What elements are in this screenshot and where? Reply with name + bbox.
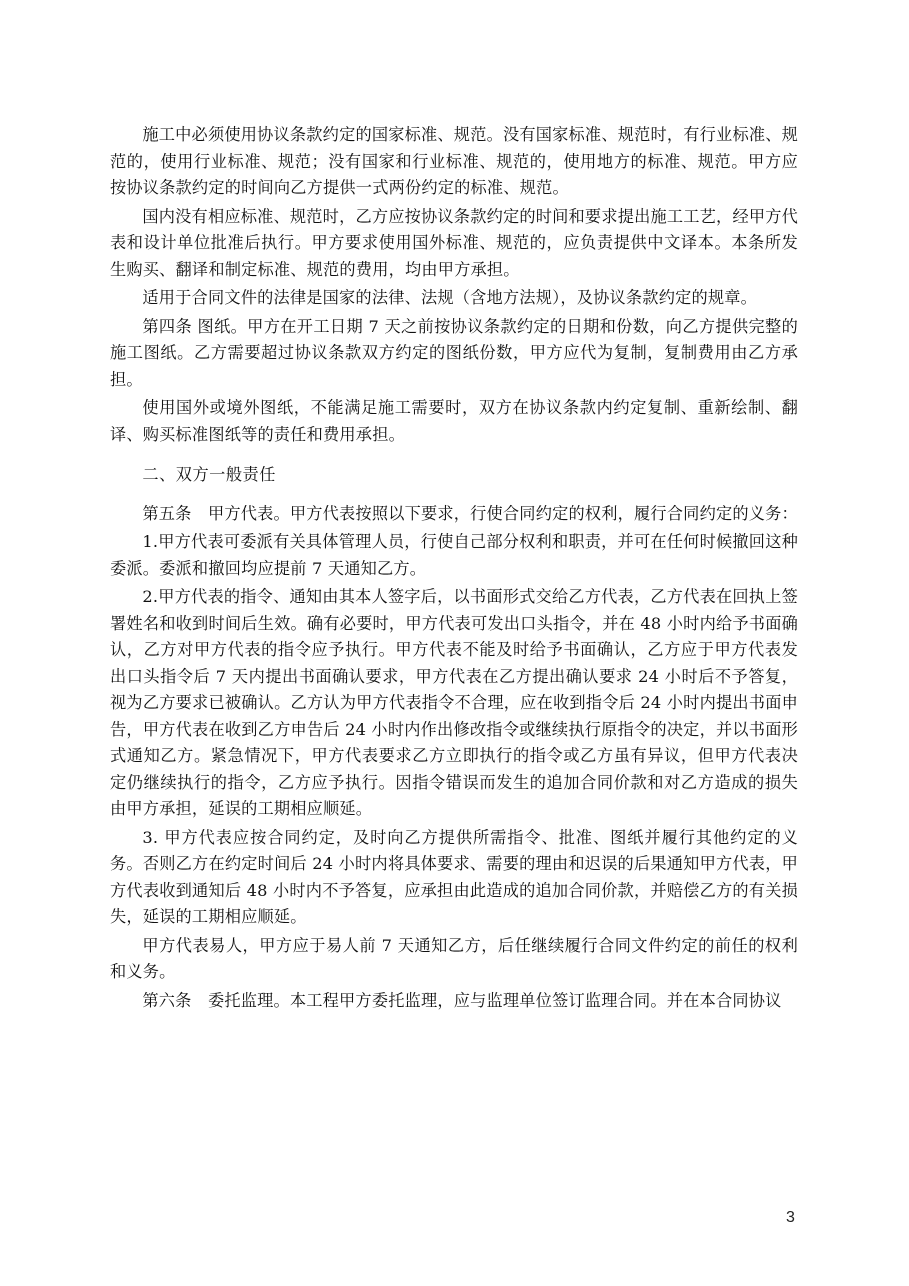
paragraph-foreign-drawings: 使用国外或境外图纸，不能满足施工需要时，双方在协议条款内约定复制、重新绘制、翻译、购买标准图纸等的责任和费用承担。: [110, 398, 798, 444]
paragraph-domestic-standards: 国内没有相应标准、规范时，乙方应按协议条款约定的时间和要求提出施工工艺，经甲方代表和设计单位批准后执行。甲方要求使用国外标准、规范的，应负责提供中文译本。本条所发生购买、翻译和制定标准、规范的费用，均由甲方承担。: [110, 206, 798, 279]
paragraph-representative-change: 甲方代表易人，甲方应于易人前 7 天通知乙方，后任继续履行合同文件约定的前任的权利和义务。: [110, 935, 798, 981]
paragraph-article-5-item-2: 2.甲方代表的指令、通知由其本人签字后，以书面形式交给乙方代表，乙方代表在回执上签署姓名和收到时间后生效。确有必要时，甲方代表可发出口头指令，并在 48 小时内给予书面确认，乙方对甲方代表的指令应予执行。甲方代表不能及时给予书面确认，乙方应于甲方代表发出口头指令后 7 天内提出书面确认要求，甲方代表在乙方提出确认要求 24 小时后不予答复，视为乙方要求已被确认。乙方认为甲方代表指令不合理，应在收到指令后 24 小时内提出书面申告，甲方代表在收到乙方申告后 24 小时内作出修改指令或继续执行原指令的决定，并以书面形式通知乙方。紧急情况下，甲方代表要求乙方立即执行的指令或乙方虽有异议，但甲方代表决定仍继续执行的指令，乙方应予执行。因指令错误而发生的追加合同价款和对乙方造成的损失由甲方承担，延误的工期相应顺延。: [110, 587, 798, 818]
paragraph-article-5-item-1: 1.甲方代表可委派有关具体管理人员，行使自己部分权利和职责，并可在任何时候撤回这种委派。委派和撤回均应提前 7 天通知乙方。: [110, 532, 798, 578]
section-heading: 二、双方一般责任: [142, 465, 276, 484]
paragraph-article-6: 第六条 委托监理。本工程甲方委托监理，应与监理单位签订监理合同。并在本合同协议: [142, 990, 782, 1010]
paragraph-article-5-item-3: 3. 甲方代表应按合同约定，及时向乙方提供所需指令、批准、图纸并履行其他约定的义务。否则乙方在约定时间后 24 小时内将具体要求、需要的理由和迟误的后果通知甲方代表，甲方代表收到通知后 48 小时内不予答复，应承担由此造成的追加合同价款，并赔偿乙方的有关损失，延误的工期相应顺延。: [110, 827, 798, 926]
paragraph-applicable-law: 适用于合同文件的法律是国家的法律、法规（含地方法规），及协议条款约定的规章。: [142, 288, 758, 307]
paragraph-standards: 施工中必须使用协议条款约定的国家标准、规范。没有国家标准、规范时，有行业标准、规范的，使用行业标准、规范；没有国家和行业标准、规范的，使用地方的标准、规范。甲方应按协议条款约定的时间向乙方提供一式两份约定的标准、规范。: [110, 125, 798, 197]
paragraph-article-4-drawings: 第四条 图纸。甲方在开工日期 7 天之前按协议条款约定的日期和份数，向乙方提供完整的施工图纸。乙方需要超过协议条款双方约定的图纸份数，甲方应代为复制，复制费用由乙方承担。: [110, 316, 798, 389]
page-body: [110, 122, 798, 1016]
paragraph-article-5: 第五条 甲方代表。甲方代表按照以下要求，行使合同约定的权利，履行合同约定的义务：: [142, 503, 798, 523]
page-number: 3: [786, 1209, 795, 1226]
